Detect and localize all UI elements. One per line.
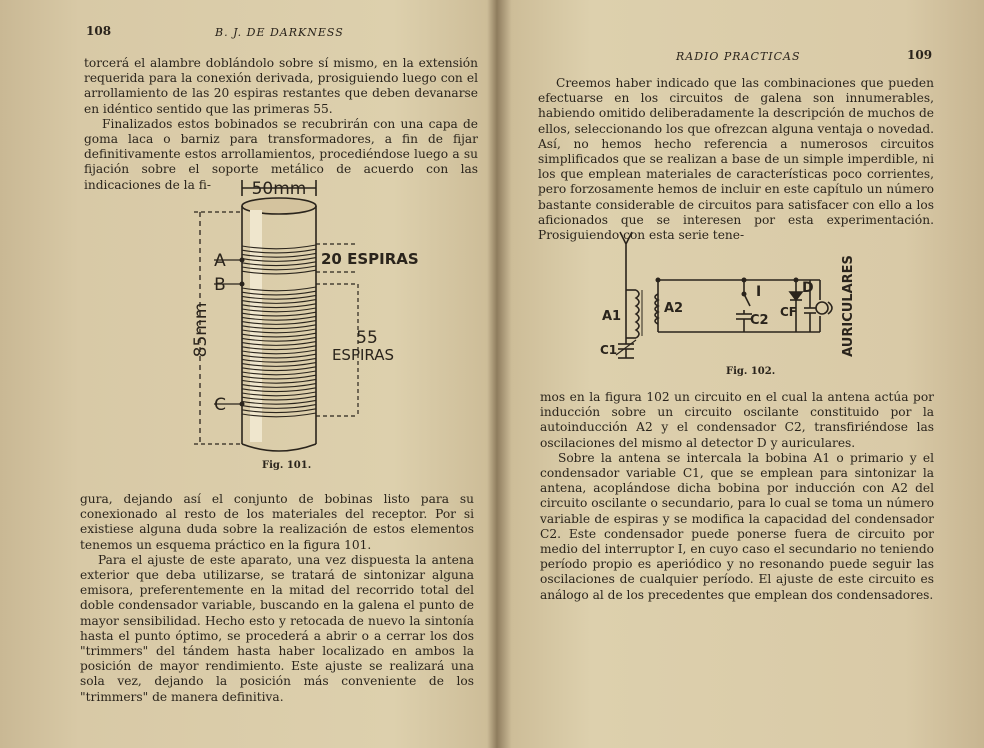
paragraph: Para el ajuste de este aparato, una vez dispuesta la antena exterior que deba utilizarse, se tratará de sintonizar alguna emisora, preferentemente en la mitad del recorrido total del doble condensador variable, buscando en la galena el punto de mayor sensibilidad. Hecho esto y retocada de nuevo la sintonía hasta el punto óptimo, se procederá a abrir o a cerrar los dos "trimmers" del tándem hasta haber localizado en ambos la posición de mayor rendimiento. Este ajuste se realizará una sola vez, dejando la posición más conveniente de los "trimmers" de manera definitiva.	[80, 552, 474, 704]
circuit-figure	[600, 228, 880, 364]
figure-caption: Fig. 101.	[262, 460, 312, 471]
figure-caption: Fig. 102.	[726, 366, 776, 377]
paragraph: Finalizados estos bobinados se recubrirán con una capa de goma laca o barniz para transformadores, a fin de fijar definitivamente estos arrollamientos, procediéndose luego a su fijación sobre el soporte metálico de acuerdo con las indicaciones de la fi-	[84, 116, 478, 192]
paragraph: mos en la figura 102 un circuito en el cual la antena actúa por inducción sobre un circuito oscilante constituido por la autoinducción A2 y el condensador C2, transfiriéndose las oscilaciones del mismo al detector D y auriculares.	[540, 390, 934, 450]
tap-a-label: A	[214, 251, 226, 271]
running-head: B. J. DE DARKNESS	[215, 26, 344, 39]
paragraph: gura, dejando así el conjunto de bobinas listo para su conexionado al resto de los materiales del receptor. Por si existiese alguna duda sobre la realización de estos elementos tenemos un esquema práctico en la figura 101.	[80, 492, 474, 552]
a2-label: A2	[664, 301, 684, 316]
paragraph: torcerá el alambre doblándolo sobre sí mismo, en la extensión requerida para la conexión derivada, prosiguiendo luego con el arrollamiento de las 20 espiras restantes que deben devanarse en idéntico sentido que las primeras 55.	[84, 56, 478, 116]
c2-label: C2	[750, 313, 769, 328]
tap-b-label: B	[214, 275, 226, 295]
tap-c-label: C	[214, 395, 226, 415]
text-block-top	[538, 76, 934, 243]
page-number: 109	[907, 48, 933, 62]
paragraph: Sobre la antena se intercala la bobina A1 o primario y el condensador variable C1, que se emplean para sintonizar la antena, acoplándose dicha bobina por inducción con A2 del circuito oscilante o secundario, para lo cual se toma un número variable de espiras y se modifica la capacidad del condensador C2. Este condensador puede ponerse fuera de circuito por medio del interruptor I, en cuyo caso el secundario no teniendo período propio es aperiódico y no resonando puede seguir las oscilaciones de cualquier período. El ajuste de este circuito es análogo al de los precedentes que emplean dos condensadores.	[540, 450, 934, 602]
text-block-bottom	[80, 492, 474, 705]
height-label: 85mm	[191, 302, 211, 358]
running-head: RADIO PRACTICAS	[676, 50, 801, 63]
cf-label: CF	[780, 305, 798, 319]
coil-figure	[180, 172, 420, 454]
page-number: 108	[86, 24, 112, 38]
switch-label: I	[756, 284, 762, 300]
c1-label: C1	[600, 343, 618, 357]
earphones-label: AURICULARES	[841, 255, 856, 357]
diameter-label: 50mm	[251, 179, 307, 199]
paragraph: Creemos haber indicado que las combinaciones que pueden efectuarse en los circuitos de galena son innumerables, habiendo omitido deliberadamente la descripción de muchos de ellos, seleccionando los que ofrezcan alguna ventaja o novedad. Así, no hemos hecho referencia a numerosos circuitos simplificados que se realizan a base de un simple imperdible, ni los que emplean materiales de características poco corrientes, pero forzosamente hemos de incluir en este capítulo un número bastante considerable de circuitos para satisfacer con ello a los aficionados que se interesen por esta experimentación. Prosiguiendo con esta serie tene-	[538, 76, 934, 243]
top-turns-label: 20 ESPIRAS	[321, 250, 419, 268]
a1-label: A1	[602, 309, 622, 324]
detector-label: D	[802, 280, 814, 296]
text-block-bottom	[540, 390, 934, 603]
bottom-turns-number: 55	[356, 328, 378, 348]
right-page	[500, 0, 984, 748]
bottom-turns-word: ESPIRAS	[331, 346, 395, 364]
